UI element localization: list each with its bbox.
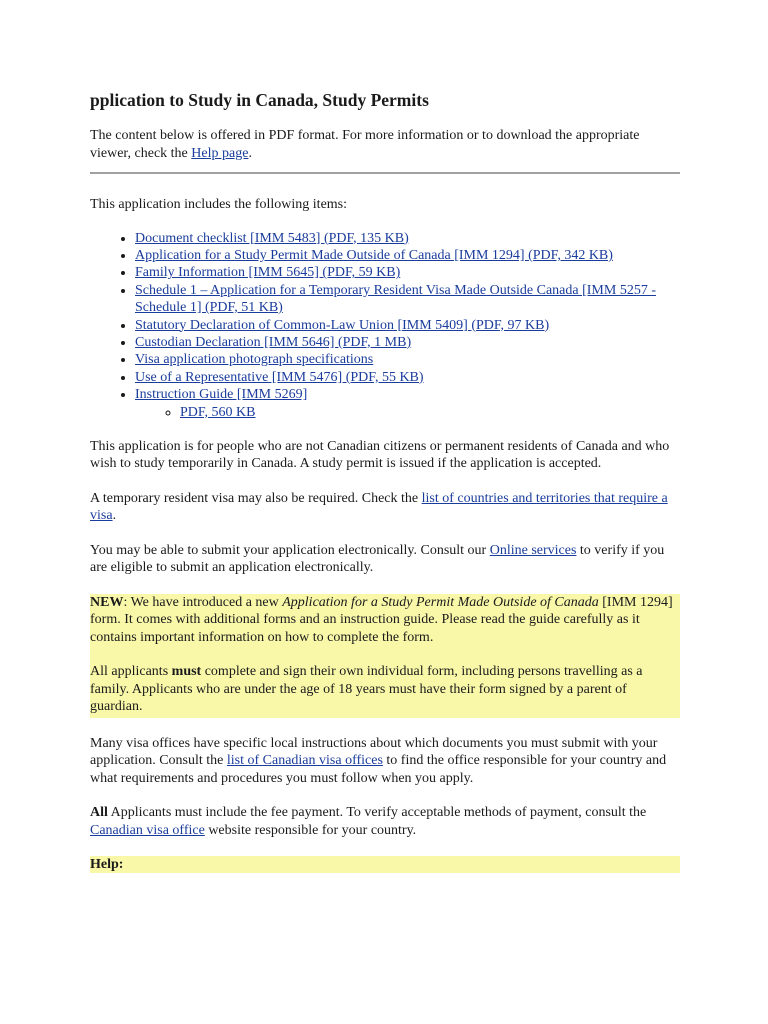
intro-text-end: . bbox=[248, 145, 252, 161]
help-page-link[interactable]: Help page bbox=[191, 145, 249, 161]
new-notice-paragraph bbox=[90, 594, 680, 647]
new-text: : We have introduced a new bbox=[123, 594, 283, 610]
visa-text: A temporary resident visa may also be required. Check the bbox=[90, 490, 422, 506]
online-text: You may be able to submit your application electronically. Consult our bbox=[90, 542, 490, 558]
list-item bbox=[135, 317, 680, 334]
list-item bbox=[135, 264, 680, 281]
horizontal-rule bbox=[90, 172, 680, 174]
online-services-link[interactable]: Online services bbox=[489, 542, 577, 558]
photo-specifications-link[interactable]: Visa application photograph specifications bbox=[135, 352, 374, 368]
visa-text-end: . bbox=[112, 508, 117, 524]
representative-link[interactable]: Use of a Representative [IMM 5476] (PDF, 55 KB) bbox=[135, 369, 424, 385]
schedule-1-link[interactable]: Schedule 1 – Application for a Temporary Resident Visa Made Outside Canada [IMM 5257 - Schedule 1] (PDF, 51 KB) bbox=[135, 282, 656, 316]
offices-text: Many visa offices have specific local instructions about which documents you must submit with your application. Consult the bbox=[90, 735, 658, 769]
list-item bbox=[135, 282, 680, 317]
instruction-guide-pdf-link[interactable]: PDF, 560 KB bbox=[180, 404, 256, 420]
document-content bbox=[90, 88, 680, 873]
visa-offices-paragraph bbox=[90, 735, 680, 788]
all-applicants-text-end: complete and sign their own individual form, including persons travelling as a family. Applicants who are under the age of 18 years must have their form signed by a parent of guardian. bbox=[90, 664, 643, 715]
document-checklist-link[interactable]: Document checklist [IMM 5483] (PDF, 135 KB) bbox=[135, 230, 409, 246]
custodian-declaration-link[interactable]: Custodian Declaration [IMM 5646] (PDF, 1 MB) bbox=[135, 334, 412, 350]
new-form-title: Application for a Study Permit Made Outside of Canada bbox=[282, 594, 599, 610]
instruction-guide-sublist bbox=[135, 404, 680, 421]
new-label: NEW bbox=[90, 594, 124, 610]
list-item bbox=[135, 247, 680, 264]
eligibility-paragraph: This application is for people who are not Canadian citizens or permanent residents of Canada and who wish to study temporarily in Canada. A study permit is issued if the application is accepted. bbox=[90, 438, 670, 472]
online-paragraph bbox=[90, 542, 680, 577]
all-emphasis: All bbox=[90, 805, 108, 821]
fee-text: Applicants must include the fee payment. To verify acceptable methods of payment, consult the bbox=[107, 805, 647, 821]
intro-paragraph bbox=[90, 127, 680, 162]
page-title: pplication to Study in Canada, Study Permits bbox=[90, 90, 429, 110]
all-applicants-text: All applicants bbox=[90, 664, 172, 680]
must-emphasis: must bbox=[171, 664, 202, 680]
visa-offices-link[interactable]: list of Canadian visa offices bbox=[226, 753, 383, 769]
help-label: Help: bbox=[90, 856, 680, 873]
all-applicants-paragraph bbox=[90, 663, 680, 716]
list-item bbox=[180, 404, 680, 421]
offices-text-end: to find the office responsible for your country and what requirements and procedures you must follow when you apply. bbox=[90, 753, 667, 786]
visa-countries-link[interactable]: list of countries and territories that require a visa bbox=[90, 490, 668, 524]
items-list bbox=[90, 230, 680, 421]
new-text-end: [IMM 1294] form. It comes with additional forms and an instruction guide. Please read the guide carefully as it contains important information on how to complete the form. bbox=[90, 594, 673, 645]
visa-paragraph bbox=[90, 490, 680, 525]
highlighted-notice bbox=[90, 594, 680, 718]
intro-text: The content below is offered in PDF format. For more information or to download the appropriate viewer, check the bbox=[90, 128, 640, 161]
common-law-declaration-link[interactable]: Statutory Declaration of Common-Law Union [IMM 5409] (PDF, 97 KB) bbox=[135, 317, 550, 333]
canadian-visa-office-link[interactable]: Canadian visa office bbox=[90, 822, 205, 838]
includes-heading: This application includes the following items: bbox=[90, 197, 348, 212]
list-item bbox=[135, 334, 680, 351]
fee-paragraph bbox=[90, 804, 680, 839]
study-permit-application-link[interactable]: Application for a Study Permit Made Outside of Canada [IMM 1294] (PDF, 342 KB) bbox=[135, 247, 613, 263]
online-text-end: to verify if you are eligible to submit an application electronically. bbox=[90, 542, 665, 576]
family-information-link[interactable]: Family Information [IMM 5645] (PDF, 59 KB) bbox=[135, 265, 401, 281]
highlight-spacer bbox=[90, 646, 680, 663]
list-item bbox=[135, 351, 680, 368]
fee-text-end: website responsible for your country. bbox=[204, 822, 417, 838]
instruction-guide-link[interactable]: Instruction Guide [IMM 5269] bbox=[135, 387, 308, 403]
list-item bbox=[135, 369, 680, 386]
list-item bbox=[135, 386, 680, 421]
list-item bbox=[135, 230, 680, 247]
